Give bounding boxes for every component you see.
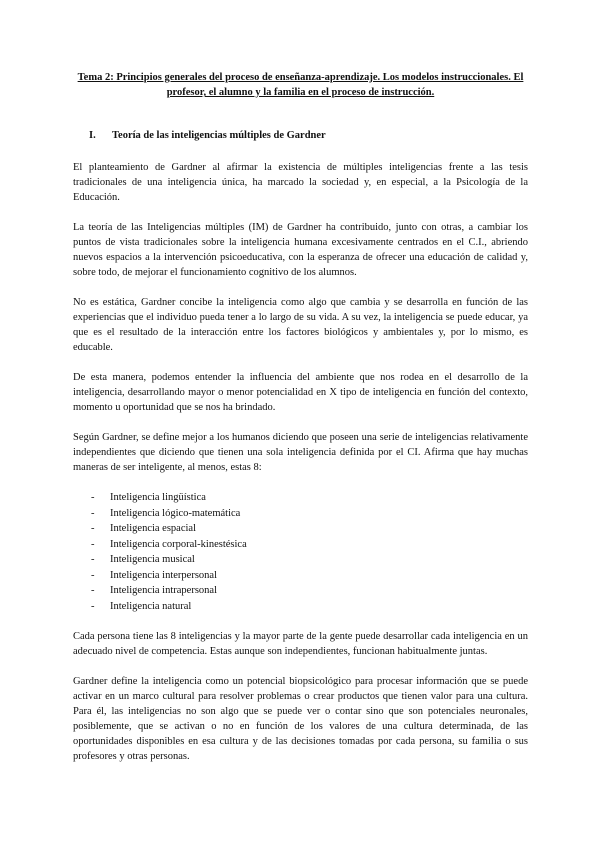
list-item-text: Inteligencia lógico-matemática: [110, 507, 241, 519]
document-title: Tema 2: Principios generales del proceso de enseñanza-aprendizaje. Los modelos instruccionales. El profesor, el alumno y la familia en el proceso de instrucción.: [77, 72, 524, 98]
list-bullet: -: [91, 585, 95, 596]
paragraph-4: De esta manera, podemos entender la influencia del ambiente que nos rodea en el desarrollo de la inteligencia, desarrollando mayor o menor potencialidad en X tipo de inteligencia en función del contexto, momento u oportunidad que se nos ha brindado.: [73, 372, 528, 413]
list-item: [91, 490, 528, 506]
list-bullet: -: [91, 569, 95, 581]
paragraph-1: El planteamiento de Gardner al afirmar la existencia de múltiples inteligencias frente a las tesis tradicionales de una inteligencia única, ha marcado la sociedad y, en especial, a la Psicología de la Educación.: [73, 162, 528, 203]
paragraph-3: No es estática, Gardner concibe la inteligencia como algo que cambia y se desarrolla en función de las experiencias que el individuo pueda tener a lo largo de su vida. A su vez, la inteligencia se puede educar, ya que es el resultado de la interacción entre los factores biológicos y ambientales y, por lo mismo, es educable.: [73, 297, 528, 353]
list-bullet: -: [91, 507, 95, 519]
list-item-text: Inteligencia interpersonal: [110, 569, 217, 581]
list-bullet: -: [91, 523, 95, 534]
section-title: Teoría de las inteligencias múltiples de Gardner: [112, 130, 326, 141]
paragraph-2: La teoría de las Inteligencias múltiples (IM) de Gardner ha contribuido, junto con otras, a cambiar los puntos de vista tradicionales sobre la inteligencia humana excesivamente centrados en el C.I., abriendo nuevos espacios a la intervención psicoeducativa, con la esperanza de ofrecer una educación de calidad y, sobre todo, de mejorar el funcionamiento cognitivo de los alumnos.: [73, 222, 528, 278]
list-item-text: Inteligencia intrapersonal: [110, 585, 217, 596]
list-item: [91, 552, 528, 568]
document-page: [73, 70, 528, 779]
list-item: [91, 521, 528, 537]
list-bullet: -: [91, 600, 95, 612]
section-heading: [89, 128, 528, 143]
list-item: [91, 537, 528, 553]
list-item: [91, 599, 528, 615]
list-item-text: Inteligencia espacial: [110, 523, 196, 534]
list-item-text: Inteligencia lingüística: [110, 492, 206, 503]
list-bullet: -: [91, 492, 95, 503]
list-bullet: -: [91, 554, 95, 565]
list-item: [91, 583, 528, 599]
list-item-text: Inteligencia musical: [110, 554, 195, 565]
list-item: [91, 568, 528, 584]
list-item-text: Inteligencia corporal-kinestésica: [110, 538, 247, 550]
intelligences-list: [91, 490, 528, 614]
list-item: [91, 506, 528, 522]
list-bullet: -: [91, 538, 95, 550]
paragraph-5: Según Gardner, se define mejor a los humanos diciendo que poseen una serie de inteligencias relativamente independientes que diciendo que tienen una sola inteligencia definida por el CI. Afirma que hay muchas maneras de ser inteligente, al menos, estas 8:: [73, 432, 528, 473]
list-item-text: Inteligencia natural: [110, 600, 192, 612]
paragraph-7: Gardner define la inteligencia como un potencial biopsicológico para procesar información que se puede activar en un marco cultural para resolver problemas o crear productos que tienen valor para una cultura. Para él, las inteligencias no son algo que se puede ver o contar sino que son potenciales neuronales, posiblemente, que se activan o no en función de los valores de una cultura determinada, de las oportunidades disponibles en esa cultura y de las decisiones tomadas por cada persona, su familia o sus profesores y otras personas.: [73, 676, 528, 762]
section-number: I.: [89, 130, 96, 141]
paragraph-6: Cada persona tiene las 8 inteligencias y la mayor parte de la gente puede desarrollar cada inteligencia en un adecuado nivel de competencia. Estas aunque son independientes, funcionan habitualmente juntas.: [73, 631, 528, 657]
